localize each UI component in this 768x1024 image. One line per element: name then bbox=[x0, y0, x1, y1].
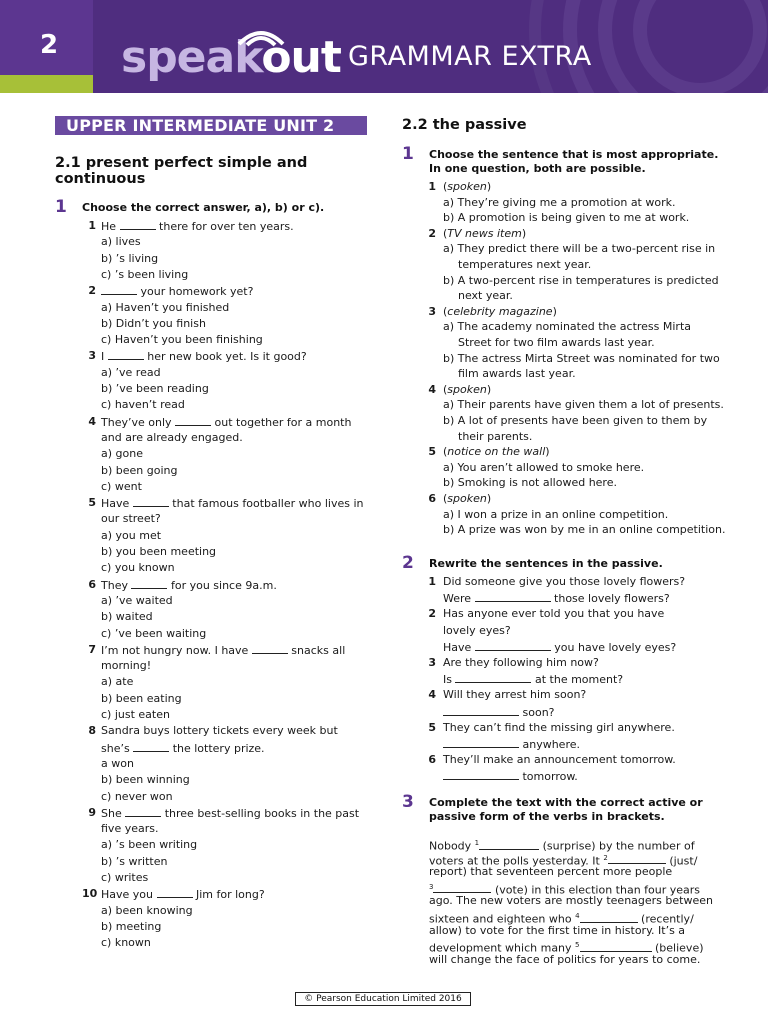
answer-blank[interactable] bbox=[157, 887, 193, 898]
logo-speak: speak bbox=[121, 32, 262, 83]
answer-line: b) you been meeting bbox=[101, 545, 217, 558]
question-text: I’m not hungry now. I have snacks all bbox=[101, 643, 346, 657]
question-number: 6 bbox=[428, 492, 436, 505]
question-text: (spoken) bbox=[443, 382, 492, 396]
answer-line: b) been going bbox=[101, 463, 178, 477]
answer-line: soon? bbox=[443, 705, 555, 720]
question-number: 9 bbox=[88, 805, 96, 819]
context-label: spoken bbox=[447, 382, 487, 396]
answer-blank[interactable] bbox=[108, 349, 144, 360]
question-text: Has anyone ever told you that you have bbox=[443, 607, 665, 621]
unit-tab bbox=[0, 0, 93, 93]
answer-line: temperatures next year. bbox=[458, 258, 592, 271]
question-text: (spoken) bbox=[443, 492, 492, 505]
answer-line: c) ’ve been waiting bbox=[101, 626, 207, 640]
gap-number: 3 bbox=[429, 882, 434, 891]
instruction-line: Choose the sentence that is most appropriate. bbox=[429, 148, 719, 161]
question-number: 4 bbox=[428, 382, 436, 396]
question-number: 5 bbox=[428, 445, 436, 459]
answer-blank[interactable] bbox=[133, 741, 169, 752]
exercise-number: 2 bbox=[402, 553, 414, 573]
unit-number: 2 bbox=[0, 0, 93, 75]
answer-line: b) A lot of presents have been given to them by bbox=[443, 414, 708, 427]
question-text: He there for over ten years. bbox=[101, 220, 294, 233]
exercise-instruction: Rewrite the sentences in the passive. bbox=[429, 557, 663, 570]
answer-line: a) They predict there will be a two-percent rise in bbox=[443, 242, 716, 256]
answer-line: a) been knowing bbox=[101, 903, 193, 917]
context-label: celebrity magazine bbox=[447, 304, 553, 318]
question-text: Have you Jim for long? bbox=[101, 888, 265, 902]
logo-out: out bbox=[261, 32, 341, 83]
answer-line: Is at the moment? bbox=[443, 673, 624, 687]
answer-line: Nobody $^1$ (surprise) by the number of bbox=[429, 839, 695, 853]
answer-line: five years. bbox=[101, 822, 159, 836]
question-number: 10 bbox=[82, 887, 98, 901]
answer-line: c) ’s been living bbox=[101, 267, 189, 281]
answer-line: she’s the lottery prize. bbox=[101, 741, 265, 755]
unit-label-bar: UPPER INTERMEDIATE UNIT 2 bbox=[55, 116, 367, 135]
answer-line: a) ate bbox=[101, 675, 134, 689]
section-title-2-1 bbox=[55, 155, 307, 187]
answer-line: our street? bbox=[101, 512, 161, 526]
question-text: They’ve only out together for a month bbox=[101, 415, 352, 429]
answer-blank[interactable] bbox=[101, 284, 137, 295]
answer-line: report) that seventeen percent more people bbox=[429, 865, 673, 879]
answer-line: b) A prize was won by me in an online competition. bbox=[443, 523, 726, 537]
question-text: They can’t find the missing girl anywhere. bbox=[443, 720, 675, 734]
context-label: spoken bbox=[447, 492, 487, 505]
answer-line: anywhere. bbox=[443, 737, 580, 752]
answer-line: b) been winning bbox=[101, 773, 190, 787]
exercise-instruction bbox=[429, 796, 703, 824]
answer-blank[interactable] bbox=[475, 591, 551, 602]
answer-line: morning! bbox=[101, 659, 152, 673]
answer-line: a) The academy nominated the actress Mirta bbox=[443, 320, 692, 334]
answer-line: Were those lovely flowers? bbox=[443, 592, 670, 606]
question-text: Sandra buys lottery tickets every week but bbox=[101, 724, 338, 738]
question-text: She three best-selling books in the past bbox=[101, 806, 360, 820]
gap-number: 1 bbox=[474, 839, 480, 847]
answer-line: a) gone bbox=[101, 447, 143, 461]
answer-line: and are already engaged. bbox=[101, 430, 243, 444]
question-text: They for you since 9a.m. bbox=[101, 578, 277, 592]
answer-line: a) Their parents have given them a lot of presents. bbox=[443, 398, 724, 412]
answer-line: their parents. bbox=[458, 429, 533, 443]
answer-blank[interactable] bbox=[580, 941, 652, 952]
answer-line: b) Smoking is not allowed here. bbox=[443, 476, 617, 490]
exercise-number: 3 bbox=[402, 792, 414, 812]
answer-line: c) never won bbox=[101, 789, 173, 803]
question-text: Will they arrest him soon? bbox=[443, 688, 587, 702]
answer-line: voters at the polls yesterday. It $^2$ (just/ bbox=[429, 853, 698, 868]
answer-line: a) Haven’t you finished bbox=[101, 300, 230, 314]
answer-blank[interactable] bbox=[455, 672, 531, 683]
answer-line: c) went bbox=[101, 479, 142, 493]
question-text: Did someone give you those lovely flowers? bbox=[443, 575, 686, 588]
answer-blank[interactable] bbox=[443, 769, 519, 780]
question-number: 8 bbox=[88, 724, 96, 738]
instruction-line: Complete the text with the correct active or bbox=[429, 796, 703, 809]
answer-blank[interactable] bbox=[433, 882, 491, 893]
answer-line: a) ’ve waited bbox=[101, 593, 173, 607]
answer-line: sixteen and eighteen who $^4$ (recently/ bbox=[429, 912, 694, 926]
answer-line: c) just eaten bbox=[101, 708, 170, 721]
answer-line: b) been eating bbox=[101, 691, 182, 705]
answer-line: allow) to vote for the first time in history. It’s a bbox=[429, 923, 686, 937]
answer-line: a) ’s been writing bbox=[101, 838, 198, 852]
answer-line: ago. The new voters are mostly teenagers between bbox=[429, 894, 713, 908]
answer-blank[interactable] bbox=[133, 496, 169, 507]
question-text: They’ll make an announcement tomorrow. bbox=[443, 753, 676, 767]
speech-waves-icon bbox=[219, 18, 309, 48]
answer-line: b) A two-percent rise in temperatures is predicted bbox=[443, 273, 719, 287]
question-number: 2 bbox=[428, 607, 436, 621]
answer-line: a) You aren’t allowed to smoke here. bbox=[443, 460, 645, 474]
answer-line: a) ’ve read bbox=[101, 365, 161, 379]
section-title-line: 2.1 present perfect simple and bbox=[55, 155, 308, 171]
question-number: 3 bbox=[88, 349, 96, 363]
answer-line: b) A promotion is being given to me at work. bbox=[443, 211, 690, 225]
question-number: 1 bbox=[88, 219, 96, 232]
question-text: I her new book yet. Is it good? bbox=[101, 350, 307, 364]
question-number: 3 bbox=[428, 304, 436, 318]
answer-line: b) ’ve been reading bbox=[101, 382, 209, 395]
product-title: GRAMMAR EXTRA bbox=[348, 41, 592, 72]
answer-line: a) I won a prize in an online competition. bbox=[443, 507, 669, 521]
answer-blank[interactable] bbox=[252, 643, 288, 654]
answer-blank[interactable] bbox=[125, 806, 161, 817]
question-text: your homework yet? bbox=[101, 284, 253, 299]
question-number: 7 bbox=[88, 642, 96, 656]
answer-line: b) ’s living bbox=[101, 251, 159, 265]
question-text: (notice on the wall) bbox=[443, 445, 550, 459]
answer-blank[interactable] bbox=[580, 912, 638, 923]
question-number: 1 bbox=[428, 575, 436, 588]
answer-line: a) They’re giving me a promotion at work. bbox=[443, 195, 676, 209]
answer-line: Street for two film awards last year. bbox=[458, 336, 655, 349]
context-label: TV news item bbox=[447, 226, 522, 240]
question-number: 6 bbox=[428, 753, 436, 767]
page-header bbox=[0, 0, 768, 93]
answer-line: lovely eyes? bbox=[443, 623, 511, 637]
question-number: 4 bbox=[88, 414, 96, 428]
answer-line: film awards last year. bbox=[458, 367, 576, 381]
question-text: Have that famous footballer who lives in bbox=[101, 497, 364, 511]
answer-line: tomorrow. bbox=[443, 769, 578, 784]
exercise-instruction bbox=[429, 148, 718, 176]
question-text: (celebrity magazine) bbox=[443, 304, 557, 318]
gap-number: 2 bbox=[603, 853, 608, 862]
answer-line: c) known bbox=[101, 936, 151, 950]
gap-number: 4 bbox=[575, 912, 580, 920]
answer-line: c) writes bbox=[101, 871, 149, 884]
answer-blank[interactable] bbox=[120, 219, 156, 230]
answer-blank[interactable] bbox=[608, 853, 666, 864]
answer-line: $^3$ (vote) in this election than four years bbox=[429, 882, 701, 897]
answer-line: c) haven’t read bbox=[101, 398, 185, 412]
answer-line: b) ’s written bbox=[101, 854, 168, 868]
question-number: 2 bbox=[428, 226, 436, 240]
answer-line: will change the face of politics for years to come. bbox=[429, 952, 701, 966]
question-number: 2 bbox=[88, 284, 96, 298]
question-text: (spoken) bbox=[443, 180, 492, 193]
answer-line: a won bbox=[101, 756, 134, 770]
answer-blank[interactable] bbox=[175, 415, 211, 426]
unit-accent-strip bbox=[0, 75, 93, 93]
gap-number: 5 bbox=[575, 941, 580, 950]
question-number: 5 bbox=[88, 496, 96, 510]
instruction-line: In one question, both are possible. bbox=[429, 162, 646, 175]
answer-line: a) lives bbox=[101, 235, 141, 249]
section-title-line: continuous bbox=[55, 171, 146, 187]
answer-line: c) you known bbox=[101, 561, 175, 575]
answer-line: c) Haven’t you been finishing bbox=[101, 333, 263, 347]
question-number: 6 bbox=[88, 577, 96, 591]
question-number: 1 bbox=[428, 180, 436, 193]
question-number: 4 bbox=[428, 688, 436, 702]
question-text: Are they following him now? bbox=[443, 656, 599, 669]
exercise-number: 1 bbox=[55, 197, 67, 217]
question-number: 5 bbox=[428, 720, 436, 734]
answer-line: b) meeting bbox=[101, 919, 162, 933]
context-label: spoken bbox=[447, 180, 487, 193]
question-number: 3 bbox=[428, 656, 436, 669]
section-title-2-2: 2.2 the passive bbox=[402, 117, 527, 133]
copyright-footer: © Pearson Education Limited 2016 bbox=[295, 992, 471, 1006]
answer-line: a) you met bbox=[101, 528, 162, 542]
instruction-line: passive form of the verbs in brackets. bbox=[429, 810, 665, 823]
answer-line: b) Didn’t you finish bbox=[101, 316, 206, 330]
question-text: (TV news item) bbox=[443, 226, 527, 240]
answer-line: development which many $^5$ (believe) bbox=[429, 941, 704, 955]
context-label: notice on the wall bbox=[447, 445, 546, 459]
answer-blank[interactable] bbox=[443, 705, 519, 716]
answer-blank[interactable] bbox=[475, 640, 551, 651]
exercise-instruction: Choose the correct answer, a), b) or c). bbox=[82, 201, 325, 214]
answer-blank[interactable] bbox=[443, 737, 519, 748]
answer-line: b) The actress Mirta Street was nominated for two bbox=[443, 351, 720, 365]
answer-line: b) waited bbox=[101, 610, 153, 624]
answer-blank[interactable] bbox=[131, 578, 167, 589]
answer-line: Have you have lovely eyes? bbox=[443, 640, 677, 654]
answer-line: next year. bbox=[458, 289, 513, 303]
answer-blank[interactable] bbox=[479, 839, 539, 850]
exercise-number: 1 bbox=[402, 144, 414, 164]
